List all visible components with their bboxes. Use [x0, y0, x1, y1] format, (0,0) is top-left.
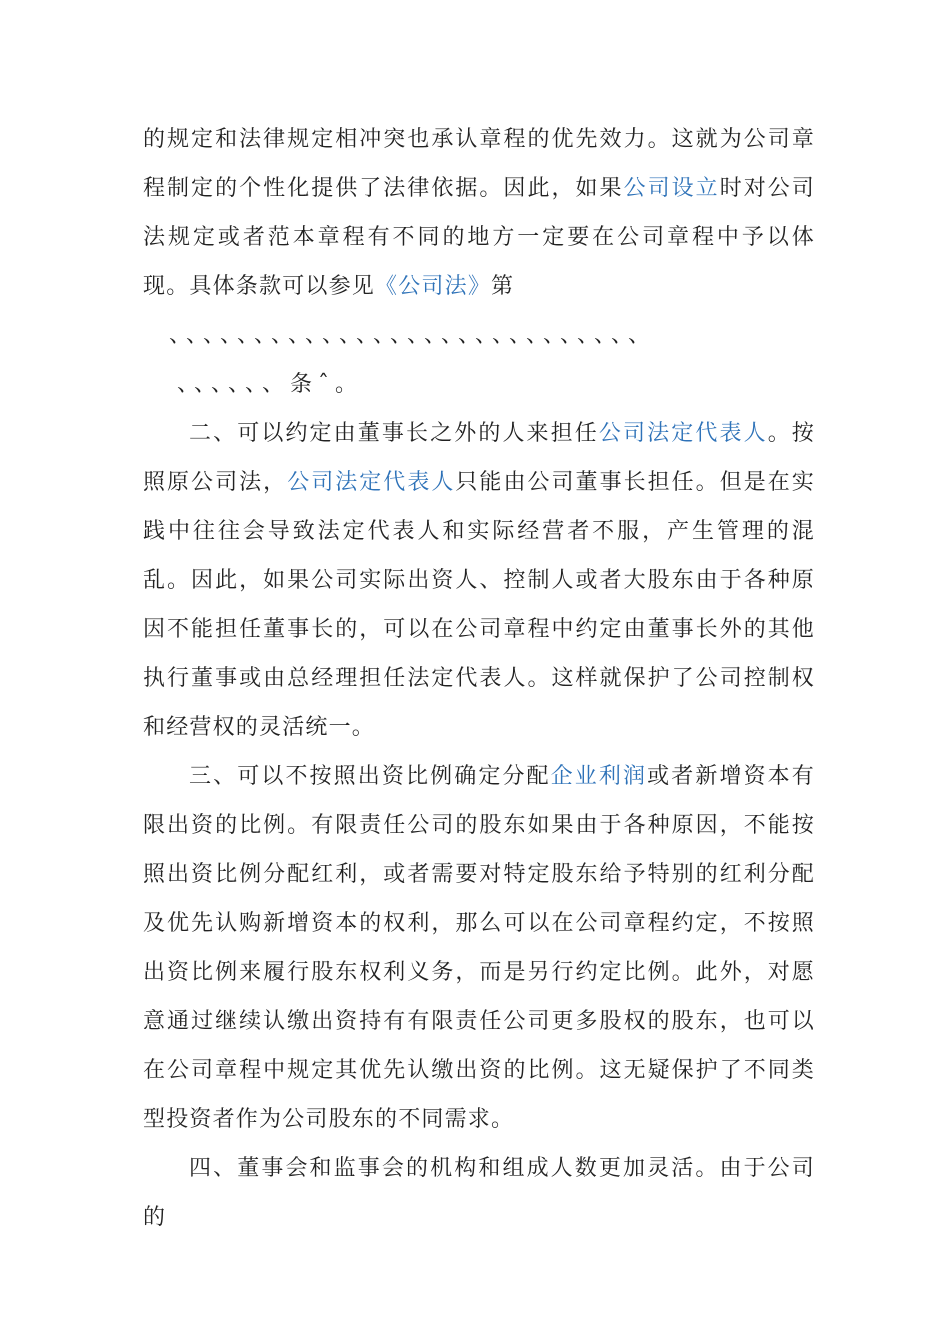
paragraph-text: 或者新增资本有限出资的比例。有限责任公司的股东如果由于各种原因，不能按照出资比例分配红利，或者需要对特定股东给予特别的红利分配及优先认购新增资本的权利，那么可以在公司章程约定，不按照出资比例来履行股东权利义务，而是另行约定比例。此外，对愿意通过继续认缴出资持有有限责任公司更多股权的股东，也可以在公司章程中规定其优先认缴出资的比例。这无疑保护了不同类型投资者作为公司股东的不同需求。: [143, 764, 815, 1132]
link-enterprise-profit[interactable]: 企业利润: [550, 764, 648, 789]
paragraph-text: 二、可以约定由董事长之外的人来担任: [189, 421, 599, 446]
paragraph-profit-distribution: [143, 752, 815, 1144]
link-legal-representative[interactable]: 公司法定代表人: [598, 421, 768, 446]
paragraph-text: 四、董事会和监事会的机构和组成人数更加灵活。由于公司的: [143, 1156, 815, 1230]
paragraph-text: 时对公司法规定或者范本章程有不同的地方一定要在公司章程中予以体现。具体条款可以参见: [143, 176, 815, 299]
link-legal-representative-2[interactable]: 公司法定代表人: [287, 470, 456, 495]
paragraph-articles-priority: [143, 115, 815, 311]
paragraph-board-composition: [143, 1144, 815, 1242]
link-company-establishment[interactable]: 公司设立: [623, 176, 720, 201]
paragraph-text: 。按照原公司法，: [143, 421, 815, 495]
paragraph-text: 三、可以不按照出资比例确定分配: [189, 764, 551, 789]
article-list-placeholder-end: 、、、、、、条ˆ。: [177, 372, 364, 397]
document-body: [143, 115, 815, 1242]
link-company-law[interactable]: 《公司法》: [375, 274, 492, 299]
paragraph-text: 第: [491, 274, 515, 299]
paragraph-text: 的规定和法律规定相冲突也承认章程的优先效力。这就为公司章程制定的个性化提供了法律依据。因此，如果: [143, 127, 815, 201]
paragraph-text: 只能由公司董事长担任。但是在实践中往往会导致法定代表人和实际经营者不服，产生管理的混乱。因此，如果公司实际出资人、控制人或者大股东由于各种原因不能担任董事长的，可以在公司章程中约定由董事长外的其他执行董事或由总经理担任法定代表人。这样就保护了公司控制权和经营权的灵活统一。: [143, 470, 815, 740]
paragraph-legal-representative: [143, 409, 815, 752]
article-list-placeholder-line: 、、、、、、、、、、、、、、、、、、、、、、、、、、、、: [169, 323, 657, 348]
